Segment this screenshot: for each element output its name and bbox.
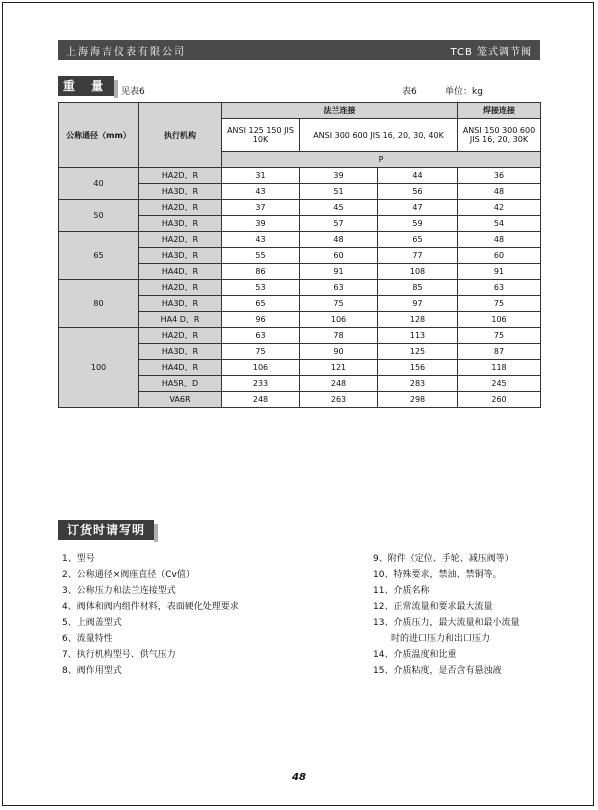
order-item: 5、上阀盖型式 bbox=[62, 618, 122, 628]
weight-value-cell: 45 bbox=[300, 200, 378, 216]
weight-value-cell: 55 bbox=[222, 248, 300, 264]
order-list-right bbox=[373, 551, 519, 679]
pressure-header: P bbox=[222, 152, 541, 168]
table-row bbox=[59, 168, 541, 184]
actuator-cell: HA3D、R bbox=[139, 296, 222, 312]
order-list-left bbox=[62, 551, 239, 679]
weight-value-cell: 48 bbox=[458, 184, 541, 200]
weight-value-cell: 106 bbox=[458, 312, 541, 328]
weight-value-cell: 51 bbox=[300, 184, 378, 200]
actuator-cell: HA2D、R bbox=[139, 328, 222, 344]
weight-value-cell: 56 bbox=[378, 184, 458, 200]
weight-value-cell: 44 bbox=[378, 168, 458, 184]
weight-value-cell: 245 bbox=[458, 376, 541, 392]
order-item: 2、公称通径×阀座直径（Cv值） bbox=[62, 570, 195, 580]
weight-value-cell: 47 bbox=[378, 200, 458, 216]
table-id: 表6 bbox=[402, 87, 417, 97]
weight-value-cell: 75 bbox=[458, 328, 541, 344]
unit-label: 单位：kg bbox=[445, 87, 483, 97]
group-weld-header: 焊接连接 bbox=[458, 103, 541, 119]
weight-value-cell: 36 bbox=[458, 168, 541, 184]
weight-value-cell: 54 bbox=[458, 216, 541, 232]
weight-value-cell: 53 bbox=[222, 280, 300, 296]
page-number: 48 bbox=[292, 772, 306, 783]
weight-value-cell: 233 bbox=[222, 376, 300, 392]
weight-table-body bbox=[59, 168, 541, 408]
weight-value-cell: 106 bbox=[300, 312, 378, 328]
weight-value-cell: 43 bbox=[222, 232, 300, 248]
weight-value-cell: 91 bbox=[300, 264, 378, 280]
see-table-note: 见表6 bbox=[121, 87, 145, 97]
header-bar bbox=[58, 40, 540, 60]
order-tab-shadow bbox=[154, 524, 158, 542]
weight-value-cell: 78 bbox=[300, 328, 378, 344]
company-name: 上海海吉仪表有限公司 bbox=[66, 47, 186, 58]
actuator-cell: HA3D、R bbox=[139, 344, 222, 360]
weight-value-cell: 60 bbox=[300, 248, 378, 264]
weight-value-cell: 39 bbox=[222, 216, 300, 232]
nominal-size-cell: 80 bbox=[59, 280, 139, 328]
group-flange-header: 法兰连接 bbox=[222, 103, 458, 119]
actuator-cell: HA2D、R bbox=[139, 232, 222, 248]
weight-value-cell: 75 bbox=[458, 296, 541, 312]
order-item: 7、执行机构型号、供气压力 bbox=[62, 650, 176, 660]
weight-value-cell: 85 bbox=[378, 280, 458, 296]
weight-value-cell: 108 bbox=[378, 264, 458, 280]
nominal-size-cell: 40 bbox=[59, 168, 139, 200]
weight-value-cell: 125 bbox=[378, 344, 458, 360]
order-item: 4、阀体和阀内组件材料，表面硬化处理要求 bbox=[62, 602, 239, 612]
weight-value-cell: 75 bbox=[222, 344, 300, 360]
weight-value-cell: 298 bbox=[378, 392, 458, 408]
table-row bbox=[59, 232, 541, 248]
weight-value-cell: 283 bbox=[378, 376, 458, 392]
weight-value-cell: 87 bbox=[458, 344, 541, 360]
weight-value-cell: 60 bbox=[458, 248, 541, 264]
weight-value-cell: 86 bbox=[222, 264, 300, 280]
actuator-cell: HA2D、R bbox=[139, 168, 222, 184]
weight-value-cell: 75 bbox=[300, 296, 378, 312]
order-item: 10、特殊要求，禁油、禁铜等。 bbox=[373, 570, 502, 580]
weight-value-cell: 156 bbox=[378, 360, 458, 376]
weight-value-cell: 63 bbox=[222, 328, 300, 344]
weight-value-cell: 106 bbox=[222, 360, 300, 376]
actuator-cell: HA4D、R bbox=[139, 360, 222, 376]
order-item: 8、阀作用型式 bbox=[62, 666, 122, 676]
order-item: 12、正常流量和要求最大流量 bbox=[373, 602, 493, 612]
col-nominal-header: 公称通径（mm） bbox=[59, 103, 139, 168]
weight-value-cell: 97 bbox=[378, 296, 458, 312]
weight-value-cell: 91 bbox=[458, 264, 541, 280]
order-item: 13、介质压力，最大流量和最小流量 bbox=[373, 618, 520, 628]
weight-value-cell: 39 bbox=[300, 168, 378, 184]
weight-value-cell: 48 bbox=[300, 232, 378, 248]
weight-value-cell: 263 bbox=[300, 392, 378, 408]
order-item: 11、介质名称 bbox=[373, 586, 430, 596]
weight-value-cell: 59 bbox=[378, 216, 458, 232]
weight-value-cell: 65 bbox=[378, 232, 458, 248]
weight-value-cell: 260 bbox=[458, 392, 541, 408]
weight-value-cell: 248 bbox=[300, 376, 378, 392]
actuator-cell: HA5R、D bbox=[139, 376, 222, 392]
order-item: 9、附件（定位、手轮、减压阀等） bbox=[373, 554, 514, 564]
order-item: 3、公称压力和法兰连接型式 bbox=[62, 586, 176, 596]
table-row bbox=[59, 328, 541, 344]
weight-value-cell: 57 bbox=[300, 216, 378, 232]
weight-value-cell: 96 bbox=[222, 312, 300, 328]
weight-table bbox=[58, 102, 541, 408]
weight-value-cell: 63 bbox=[458, 280, 541, 296]
weight-section-title: 重 量 bbox=[58, 76, 114, 96]
sub-weld-header: ANSI 150 300 600 JIS 16, 20, 30K bbox=[458, 119, 541, 152]
weight-value-cell: 63 bbox=[300, 280, 378, 296]
weight-value-cell: 90 bbox=[300, 344, 378, 360]
nominal-size-cell: 50 bbox=[59, 200, 139, 232]
order-item: 1、型号 bbox=[62, 554, 95, 564]
actuator-cell: VA6R bbox=[139, 392, 222, 408]
nominal-size-cell: 65 bbox=[59, 232, 139, 280]
actuator-cell: HA3D、R bbox=[139, 216, 222, 232]
weight-value-cell: 118 bbox=[458, 360, 541, 376]
weight-value-cell: 128 bbox=[378, 312, 458, 328]
actuator-cell: HA4D、R bbox=[139, 264, 222, 280]
weight-value-cell: 77 bbox=[378, 248, 458, 264]
actuator-cell: HA3D、R bbox=[139, 248, 222, 264]
weight-value-cell: 31 bbox=[222, 168, 300, 184]
actuator-cell: HA3D、R bbox=[139, 184, 222, 200]
weight-value-cell: 37 bbox=[222, 200, 300, 216]
weight-value-cell: 113 bbox=[378, 328, 458, 344]
order-item: 6、流量特性 bbox=[62, 634, 113, 644]
col-actuator-header: 执行机构 bbox=[139, 103, 222, 168]
weight-value-cell: 121 bbox=[300, 360, 378, 376]
order-section-title: 订货时请写明 bbox=[58, 520, 154, 540]
sub-flange-1-header: ANSI 125 150 JIS 10K bbox=[222, 119, 300, 152]
actuator-cell: HA2D、R bbox=[139, 200, 222, 216]
order-item: 14、介质温度和比重 bbox=[373, 650, 457, 660]
order-item: 15、介质粘度，是否含有悬浊液 bbox=[373, 666, 502, 676]
order-item: 时的进口压力和出口压力 bbox=[373, 634, 491, 644]
weight-tab-shadow bbox=[114, 80, 118, 98]
table-row bbox=[59, 200, 541, 216]
sub-flange-2-header: ANSI 300 600 JIS 16, 20, 30, 40K bbox=[300, 119, 458, 152]
weight-value-cell: 65 bbox=[222, 296, 300, 312]
actuator-cell: HA4 D、R bbox=[139, 312, 222, 328]
product-title: TCB 笼式调节阀 bbox=[450, 47, 532, 58]
actuator-cell: HA2D、R bbox=[139, 280, 222, 296]
table-row bbox=[59, 280, 541, 296]
weight-value-cell: 48 bbox=[458, 232, 541, 248]
nominal-size-cell: 100 bbox=[59, 328, 139, 408]
weight-value-cell: 43 bbox=[222, 184, 300, 200]
weight-value-cell: 248 bbox=[222, 392, 300, 408]
weight-value-cell: 42 bbox=[458, 200, 541, 216]
